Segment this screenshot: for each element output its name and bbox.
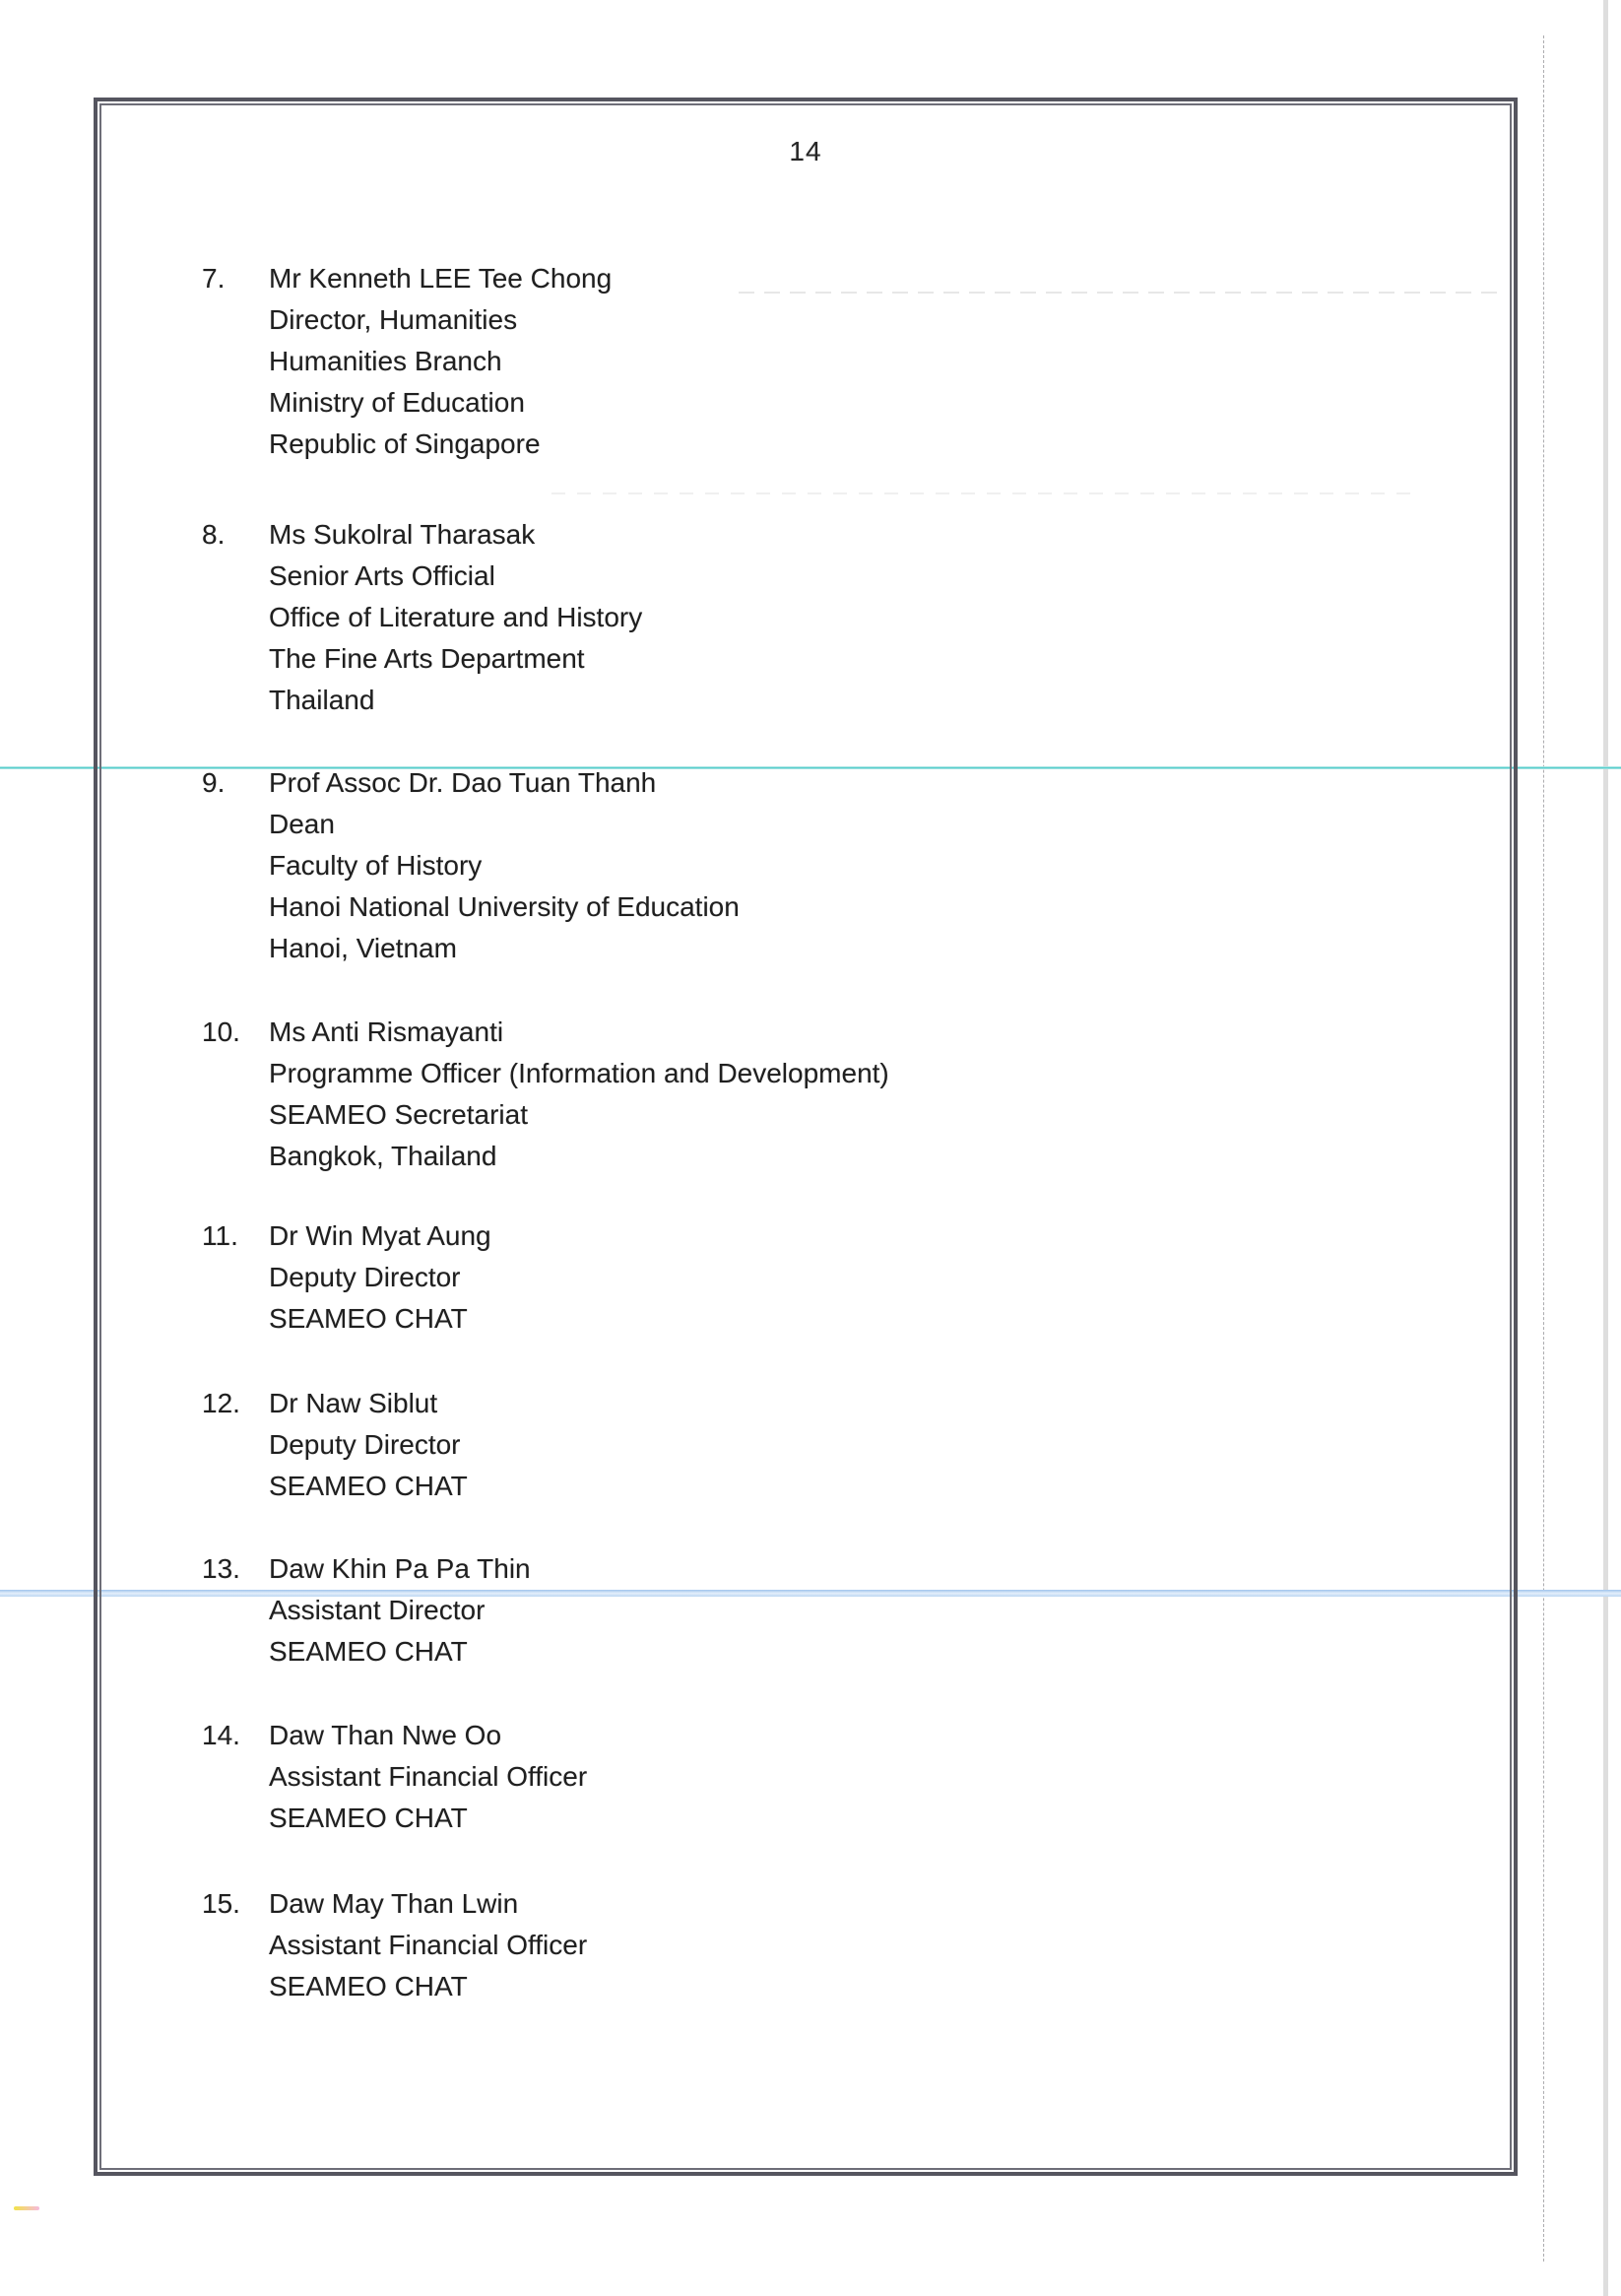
delegate-lines	[269, 1548, 531, 1673]
delegate-detail-line: Assistant Financial Officer	[269, 1930, 588, 1960]
delegate-lines	[269, 514, 642, 721]
delegate-name: Prof Assoc Dr. Dao Tuan Thanh	[269, 767, 657, 798]
scan-artifact-color-mark	[14, 2206, 39, 2210]
delegate-detail-line: Hanoi, Vietnam	[269, 933, 457, 963]
delegate-detail-line: SEAMEO CHAT	[269, 1803, 468, 1833]
delegate-lines	[269, 1215, 491, 1340]
delegate-number: 8.	[202, 519, 226, 550]
delegate-number: 10.	[202, 1017, 240, 1047]
delegate-detail-line: Senior Arts Official	[269, 560, 495, 591]
delegate-detail-line: SEAMEO CHAT	[269, 1471, 468, 1501]
delegate-name: Ms Sukolral Tharasak	[269, 519, 536, 550]
delegate-number: 14.	[202, 1720, 240, 1750]
delegate-detail-line: Ministry of Education	[269, 387, 525, 418]
delegate-lines	[269, 1883, 587, 2007]
delegate-number: 13.	[202, 1553, 240, 1584]
delegate-detail-line: Hanoi National University of Education	[269, 891, 740, 922]
delegate-detail-line: Faculty of History	[269, 850, 483, 881]
scan-artifact-dashed-line	[1543, 35, 1544, 2262]
delegate-detail-line: Deputy Director	[269, 1262, 461, 1292]
delegate-detail-line: Director, Humanities	[269, 304, 518, 335]
delegate-lines	[269, 1715, 587, 1839]
delegate-name: Daw May Than Lwin	[269, 1888, 519, 1919]
delegate-detail-line: SEAMEO CHAT	[269, 1636, 468, 1667]
delegate-name: Dr Win Myat Aung	[269, 1220, 491, 1251]
delegate-number: 11.	[202, 1220, 238, 1251]
delegate-detail-line: Humanities Branch	[269, 346, 502, 376]
delegate-detail-line: Republic of Singapore	[269, 428, 541, 459]
delegate-detail-line: SEAMEO CHAT	[269, 1303, 468, 1334]
delegate-number: 15.	[202, 1888, 240, 1919]
delegate-number: 9.	[202, 767, 226, 798]
delegate-number: 12.	[202, 1388, 240, 1418]
delegate-detail-line: The Fine Arts Department	[269, 643, 585, 674]
delegate-detail-line: Bangkok, Thailand	[269, 1141, 497, 1171]
delegate-detail-line: Assistant Director	[269, 1595, 486, 1625]
delegate-lines	[269, 762, 740, 969]
delegate-detail-line: SEAMEO CHAT	[269, 1971, 468, 2001]
delegate-lines	[269, 1383, 468, 1507]
page-number: 14	[789, 136, 822, 166]
delegate-lines	[269, 258, 612, 465]
scan-artifact-gray-band	[1603, 0, 1608, 2296]
delegate-name: Daw Khin Pa Pa Thin	[269, 1553, 531, 1584]
delegate-number: 7.	[202, 263, 226, 294]
delegate-name: Ms Anti Rismayanti	[269, 1017, 504, 1047]
delegate-name: Mr Kenneth LEE Tee Chong	[269, 263, 613, 294]
delegate-detail-line: Office of Literature and History	[269, 602, 643, 632]
delegate-detail-line: Dean	[269, 809, 335, 839]
delegate-name: Daw Than Nwe Oo	[269, 1720, 502, 1750]
delegate-detail-line: Deputy Director	[269, 1429, 461, 1460]
delegate-name: Dr Naw Siblut	[269, 1388, 438, 1418]
delegate-detail-line: SEAMEO Secretariat	[269, 1099, 528, 1130]
delegate-detail-line: Thailand	[269, 685, 375, 715]
delegate-detail-line: Assistant Financial Officer	[269, 1761, 588, 1792]
delegate-detail-line: Programme Officer (Information and Development)	[269, 1058, 889, 1088]
delegate-lines	[269, 1012, 889, 1177]
